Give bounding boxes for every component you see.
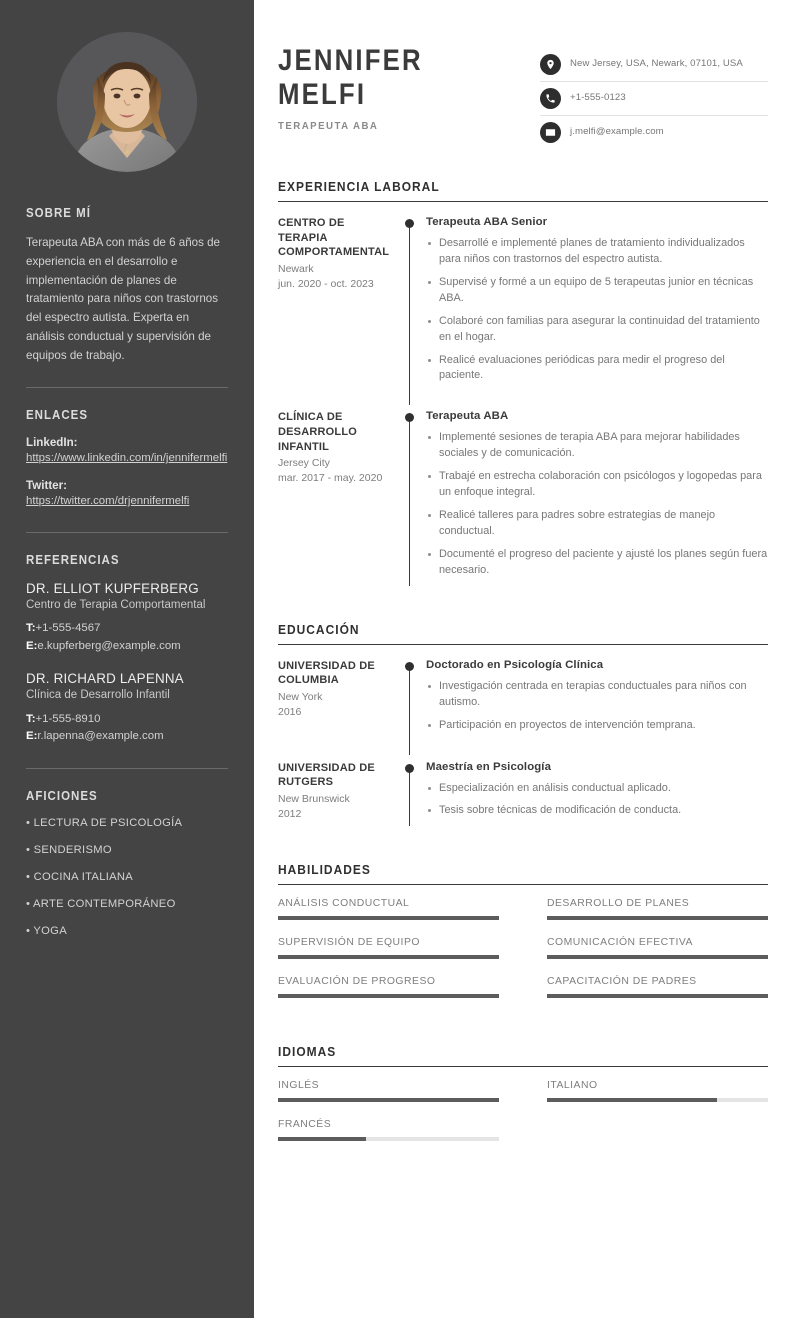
experience-bullet: Trabajé en estrecha colaboración con psicólogos y logopedas para un enfoque integral.: [426, 469, 768, 501]
reference-org: Centro de Terapia Comportamental: [26, 598, 206, 611]
job-title: TERAPEUTA ABA: [278, 119, 379, 132]
reference-org: Clínica de Desarrollo Infantil: [26, 689, 170, 702]
skill-item: [278, 898, 499, 920]
reference-name: DR. RICHARD LAPENNA: [26, 671, 184, 687]
contact-phone: +1-555-0123: [570, 92, 626, 104]
experience-details: [424, 410, 768, 585]
about-text: Terapeuta ABA con más de 6 años de experiencia en el desarrollo e implementación de planes de tratamiento para niños con trastornos del espectro autista. Experta en análisis conductual y supervisión de equipos de trabajo.: [26, 236, 221, 362]
experience-org: CLÍNICA DE DESARROLLO INFANTIL: [278, 411, 357, 453]
email-value: e.kupferberg@example.com: [37, 639, 181, 652]
education-heading: EDUCACIÓN: [278, 622, 768, 645]
education-location: New Brunswick: [278, 792, 350, 805]
links-section: [26, 408, 228, 509]
about-section: [26, 206, 228, 365]
main-content: [254, 0, 794, 1318]
about-heading: SOBRE MÍ: [26, 206, 91, 220]
hobby-item: • YOGA: [26, 924, 67, 937]
page-title: [278, 44, 423, 112]
skill-label: DESARROLLO DE PLANES: [547, 898, 690, 910]
skill-track: [547, 916, 768, 920]
contact-row-email: [540, 116, 768, 149]
languages-section: [278, 1044, 768, 1158]
divider: [26, 532, 228, 533]
experience-role: Terapeuta ABA: [426, 410, 509, 423]
hobbies-section: [26, 789, 228, 937]
reference-name: DR. ELLIOT KUPFERBERG: [26, 580, 199, 596]
experience-item: [278, 202, 768, 391]
education-bullet: Tesis sobre técnicas de modificación de conducta.: [426, 803, 768, 819]
skill-fill: [278, 916, 499, 920]
education-location: New York: [278, 691, 323, 703]
skill-fill: [547, 916, 768, 920]
experience-org: CENTRO DE TERAPIA COMPORTAMENTAL: [278, 217, 390, 259]
divider: [26, 768, 228, 769]
education-dates: 2016: [278, 705, 302, 718]
links-heading: ENLACES: [26, 408, 89, 423]
phone-value: +1-555-4567: [35, 622, 101, 635]
skill-item: [278, 937, 499, 959]
last-name: MELFI: [278, 77, 367, 111]
timeline-dot-icon: [405, 662, 414, 671]
reference-phone: [26, 620, 228, 637]
language-fill: [547, 1098, 717, 1102]
language-item: [547, 1080, 768, 1102]
contact-address: New Jersey, USA, Newark, 07101, USA: [570, 58, 743, 70]
education-bullet: Participación en proyectos de intervención temprana.: [426, 718, 768, 734]
experience-bullet: Colaboré con familias para asegurar la continuidad del tratamiento en el hogar.: [426, 314, 768, 346]
education-details: [424, 761, 768, 827]
sidebar: [0, 0, 254, 1318]
timeline-rail: [398, 659, 424, 741]
education-degree: Maestría en Psicología: [426, 760, 552, 773]
timeline-dot-icon: [405, 219, 414, 228]
reference-item: [26, 581, 228, 656]
language-label: ITALIANO: [547, 1080, 598, 1092]
experience-location: Newark: [278, 262, 314, 275]
education-meta: [278, 761, 398, 827]
language-track: [278, 1098, 499, 1102]
skill-fill: [547, 994, 768, 998]
skill-fill: [278, 955, 499, 959]
profile-photo: [57, 32, 197, 172]
link-label: LinkedIn:: [26, 436, 78, 450]
skill-label: CAPACITACIÓN DE PADRES: [547, 976, 697, 988]
skill-label: SUPERVISIÓN DE EQUIPO: [278, 937, 420, 949]
language-label: INGLÉS: [278, 1080, 320, 1092]
hobby-item: • LECTURA DE PSICOLOGÍA: [26, 816, 183, 829]
identity-block: [278, 44, 446, 132]
experience-bullet: Documenté el progreso del paciente y ajusté los planes según fuera necesario.: [426, 547, 768, 579]
experience-dates: mar. 2017 - may. 2020: [278, 472, 383, 485]
experience-item: [278, 391, 768, 585]
reference-email: [26, 728, 228, 745]
link-label: Twitter:: [26, 479, 68, 492]
experience-role: Terapeuta ABA Senior: [426, 216, 548, 228]
reference-item: [26, 671, 228, 746]
timeline-rail: [398, 410, 424, 585]
hobby-item: • ARTE CONTEMPORÁNEO: [26, 897, 176, 910]
timeline-rail: [398, 761, 424, 827]
education-details: [424, 659, 768, 741]
timeline-rail: [398, 216, 424, 391]
phone-label: T:: [26, 712, 36, 725]
phone-icon: [540, 88, 561, 109]
first-name: JENNIFER: [278, 44, 423, 77]
language-track: [278, 1137, 499, 1141]
language-item: [278, 1119, 499, 1141]
experience-bullet: Supervisé y formé a un equipo de 5 terapeutas junior en técnicas ABA.: [426, 275, 768, 307]
references-section: [26, 553, 228, 746]
education-org: UNIVERSIDAD DE RUTGERS: [278, 761, 375, 789]
reference-email: [26, 638, 228, 655]
timeline-dot-icon: [405, 413, 414, 422]
experience-bullet: Desarrollé e implementé planes de tratamiento individualizados para niños con trastornos del espectro autista.: [426, 236, 768, 268]
languages-heading: IDIOMAS: [278, 1044, 768, 1067]
skill-item: [278, 976, 499, 998]
skill-item: [547, 937, 768, 959]
languages-grid: [278, 1080, 768, 1158]
education-dates: 2012: [278, 807, 302, 820]
hobby-item: • SENDERISMO: [26, 843, 112, 856]
contact-row-phone: [540, 82, 768, 116]
link-url-twitter[interactable]: https://twitter.com/drjennifermelfi: [26, 495, 190, 507]
experience-location: Jersey City: [278, 457, 330, 470]
language-fill: [278, 1137, 366, 1141]
experience-heading: EXPERIENCIA LABORAL: [278, 179, 768, 202]
skill-track: [278, 955, 499, 959]
education-org: UNIVERSIDAD DE COLUMBIA: [278, 659, 375, 687]
experience-bullet: Realicé talleres para padres sobre estrategias de manejo conductual.: [426, 508, 768, 540]
avatar: [57, 32, 197, 172]
resume-header: [278, 44, 768, 149]
experience-bullet: Realicé evaluaciones periódicas para medir el progreso del paciente.: [426, 353, 768, 385]
language-track: [547, 1098, 768, 1102]
skill-track: [278, 994, 499, 998]
language-item: [278, 1080, 499, 1102]
experience-bullet: Implementé sesiones de terapia ABA para mejorar habilidades sociales y de comunicación.: [426, 430, 768, 462]
link-item-linkedin: [26, 436, 228, 467]
education-bullet: Investigación centrada en terapias conductuales para niños con autismo.: [426, 679, 768, 711]
timeline-dot-icon: [405, 764, 414, 773]
contact-list: [540, 48, 768, 149]
references-heading: REFERENCIAS: [26, 552, 120, 567]
skills-grid: [278, 898, 768, 1015]
experience-dates: jun. 2020 - oct. 2023: [278, 277, 374, 290]
language-label: FRANCÉS: [278, 1119, 332, 1131]
email-value: r.lapenna@example.com: [37, 730, 164, 743]
phone-label: T:: [26, 622, 36, 635]
reference-phone: [26, 711, 228, 728]
skills-heading: HABILIDADES: [278, 862, 768, 885]
skill-fill: [547, 955, 768, 959]
education-meta: [278, 659, 398, 741]
education-degree: Doctorado en Psicología Clínica: [426, 658, 604, 671]
hobbies-heading: AFICIONES: [26, 788, 98, 803]
education-section: [278, 622, 768, 827]
envelope-icon: [540, 122, 561, 143]
divider: [26, 387, 228, 388]
skill-item: [547, 898, 768, 920]
skill-label: COMUNICACIÓN EFECTIVA: [547, 937, 693, 949]
education-item: [278, 741, 768, 827]
skill-label: ANÁLISIS CONDUCTUAL: [278, 898, 410, 910]
email-label: E:: [26, 639, 38, 652]
phone-value: +1-555-8910: [35, 712, 101, 725]
experience-section: [278, 179, 768, 586]
language-fill: [278, 1098, 499, 1102]
experience-meta: [278, 410, 398, 585]
skill-label: EVALUACIÓN DE PROGRESO: [278, 976, 436, 988]
link-item-twitter: [26, 479, 228, 510]
contact-row-address: [540, 48, 768, 82]
skill-track: [547, 994, 768, 998]
education-bullet: Especialización en análisis conductual aplicado.: [426, 781, 768, 797]
skill-track: [278, 916, 499, 920]
experience-details: [424, 216, 768, 391]
email-label: E:: [26, 730, 38, 743]
skill-item: [547, 976, 768, 998]
link-url-linkedin[interactable]: https://www.linkedin.com/in/jennifermelfi: [26, 452, 228, 465]
hobby-item: • COCINA ITALIANA: [26, 870, 134, 883]
contact-email: j.melfi@example.com: [570, 126, 664, 138]
education-item: [278, 645, 768, 741]
experience-meta: [278, 216, 398, 391]
skills-section: [278, 862, 768, 1015]
skill-fill: [278, 994, 499, 998]
skill-track: [547, 955, 768, 959]
location-pin-icon: [540, 54, 561, 75]
